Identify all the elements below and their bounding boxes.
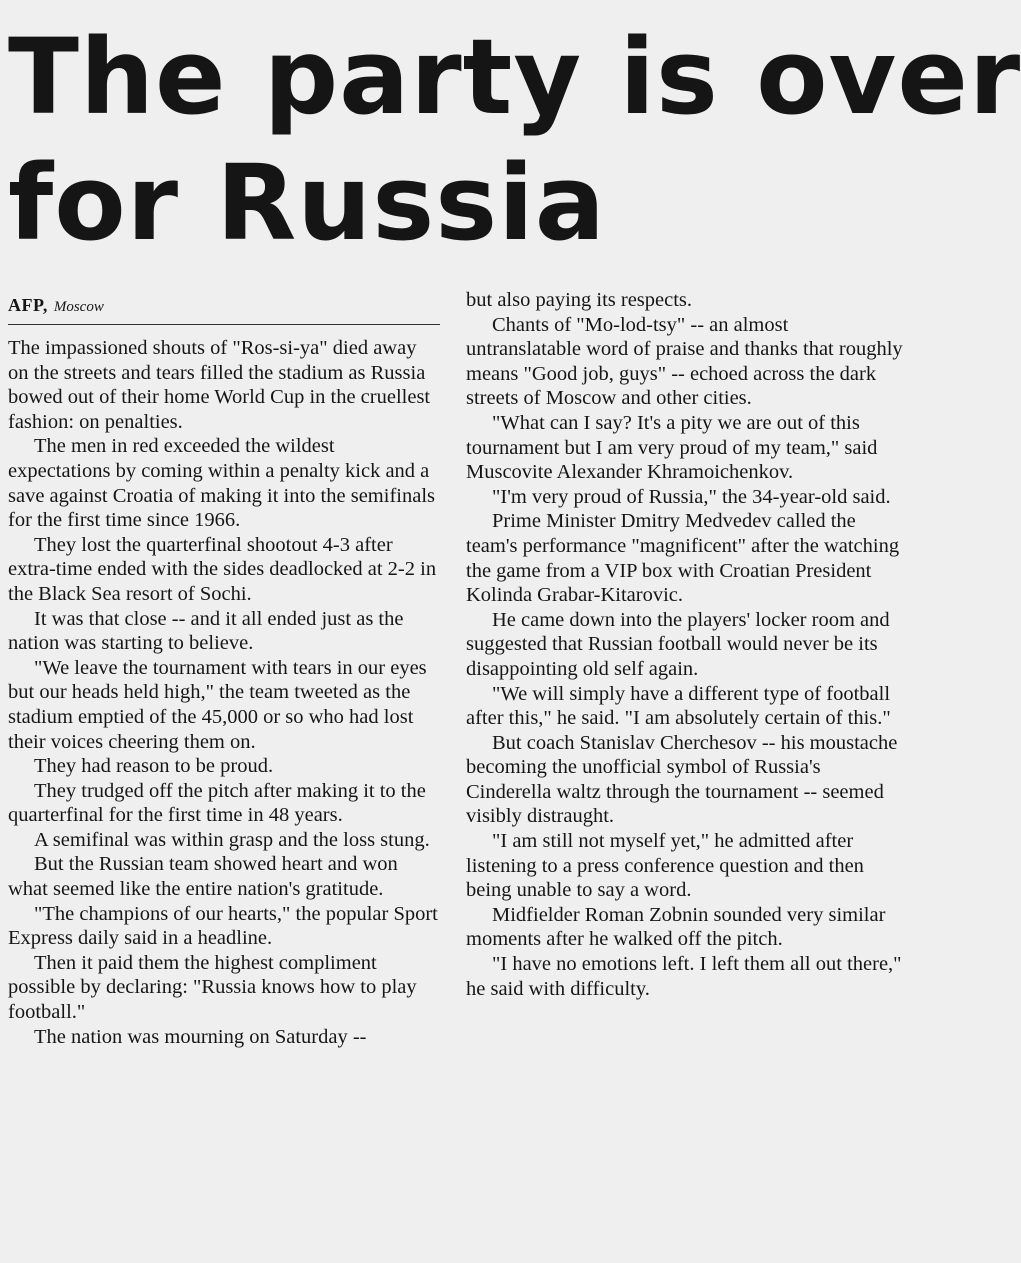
paragraph: Then it paid them the highest compliment possible by declaring: "Russia knows how to play football." xyxy=(8,951,417,1024)
paragraph: Prime Minister Dmitry Medvedev called the team's performance "magnificent" after the watching the game from a VIP box with Croatian President Kolinda Grabar-Kitarovic. xyxy=(466,510,900,607)
paragraph: "What can I say? It's a pity we are out of this tournament but I am very proud of my team," said Muscovite Alexander Khramoichenkov. xyxy=(466,411,878,484)
paragraph: But coach Stanislav Cherchesov -- his moustache becoming the unofficial symbol of Russia's Cinderella waltz through the tournament -- seemed visibly distraught. xyxy=(466,731,898,828)
paragraph: But the Russian team showed heart and won what seemed like the entire nation's gratitude. xyxy=(8,853,398,901)
paragraph: "The champions of our hearts," the popular Sport Express daily said in a headline. xyxy=(8,902,438,950)
paragraph: The nation was mourning on Saturday -- xyxy=(34,1025,367,1048)
paragraph: "We will simply have a different type of football after this," he said. "I am absolutely certain of this." xyxy=(466,682,891,730)
headline xyxy=(8,14,1021,266)
paragraph: "I'm very proud of Russia," the 34-year-old said. xyxy=(492,485,891,508)
paragraph: but also paying its respects. xyxy=(466,289,693,311)
paragraph: It was that close -- and it all ended just as the nation was starting to believe. xyxy=(8,607,404,655)
headline-line-1: The party is over xyxy=(8,16,1021,138)
paragraph: Chants of "Mo-lod-tsy" -- an almost untranslatable word of praise and thanks that roughly means "Good job, guys" -- echoed across the dark streets of Moscow and other cities. xyxy=(466,313,903,410)
paragraph: Midfielder Roman Zobnin sounded very similar moments after he walked off the pitch. xyxy=(466,903,886,951)
byline-location: Moscow xyxy=(53,299,104,315)
byline xyxy=(8,294,440,325)
paragraph: A semifinal was within grasp and the loss stung. xyxy=(34,828,430,851)
paragraph: He came down into the players' locker room and suggested that Russian football would never be its disappointing old self again. xyxy=(466,608,890,680)
paragraph: "I have no emotions left. I left them all out there," he said with difficulty. xyxy=(466,953,902,1000)
paragraph: The impassioned shouts of "Ros-si-ya" died away on the streets and tears filled the stadium as Russia bowed out of their home World Cup in the cruellest fashion: on penalties. xyxy=(8,337,431,433)
paragraph: They trudged off the pitch after making it to the quarterfinal for the first time in 48 years. xyxy=(8,779,426,827)
article-column-1 xyxy=(8,336,440,1049)
byline-agency: AFP, xyxy=(8,295,48,315)
article-column-2 xyxy=(466,288,908,1001)
paragraph: The men in red exceeded the wildest expectations by coming within a penalty kick and a save against Croatia of making it into the semifinals for the first time since 1966. xyxy=(8,435,435,532)
headline-line-2: for Russia xyxy=(8,142,606,264)
paragraph: "I am still not myself yet," he admitted after listening to a press conference question and then being unable to say a word. xyxy=(466,830,864,902)
paragraph: They had reason to be proud. xyxy=(34,755,274,778)
paragraph: They lost the quarterfinal shootout 4-3 after extra-time ended with the sides deadlocked at 2-2 in the Black Sea resort of Sochi. xyxy=(8,533,437,605)
paragraph: "We leave the tournament with tears in our eyes but our heads held high," the team tweeted as the stadium emptied of the 45,000 or so who had lost their voices cheering them on. xyxy=(8,656,427,753)
